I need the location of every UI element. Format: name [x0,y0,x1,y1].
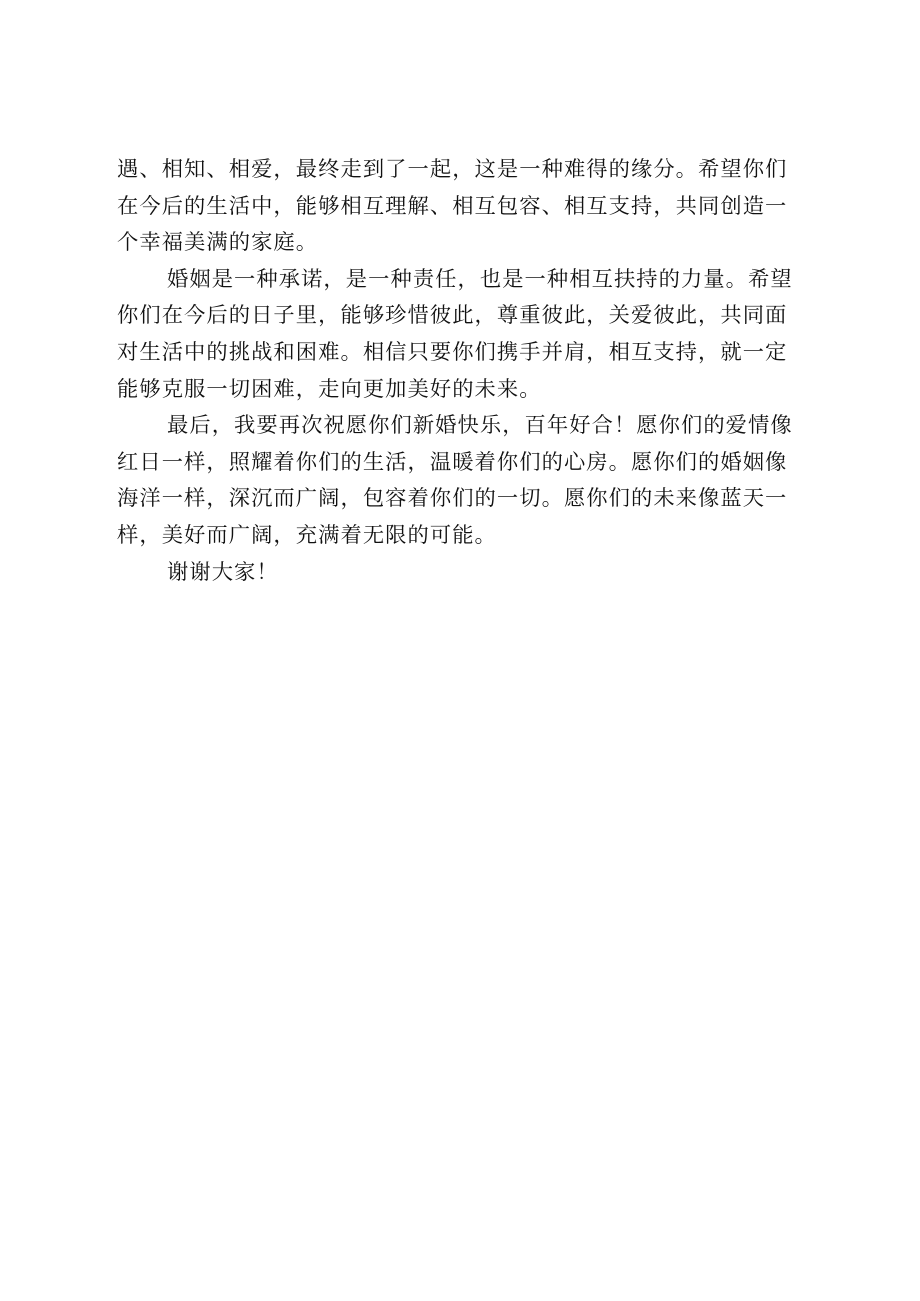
text-line: 个幸福美满的家庭。 [117,230,319,256]
document-body [117,152,815,591]
text-line: 你们在今后的日子里，能够珍惜彼此，尊重彼此，关爱彼此，共同面 [117,303,788,329]
paragraph-2 [117,262,815,408]
text-line: 婚姻是一种承诺，是一种责任，也是一种相互扶持的力量。希望 [167,266,793,292]
text-line: 谢谢大家！ [167,559,279,585]
paragraph-3 [117,408,815,554]
text-line: 海洋一样，深沉而广阔，包容着你们的一切。愿你们的未来像蓝天一 [117,486,788,512]
text-line: 最后，我要再次祝愿你们新婚快乐，百年好合！愿你们的爱情像 [167,413,793,439]
text-line: 在今后的生活中，能够相互理解、相互包容、相互支持，共同创造一 [117,193,788,219]
text-line: 样，美好而广阔，充满着无限的可能。 [117,522,497,548]
text-line: 红日一样，照耀着你们的生活，温暖着你们的心房。愿你们的婚姻像 [117,449,788,475]
text-line: 遇、相知、相爱，最终走到了一起，这是一种难得的缘分。希望你们 [117,157,788,182]
text-line: 对生活中的挑战和困难。相信只要你们携手并肩，相互支持，就一定 [117,339,788,365]
paragraph-1 [117,152,815,262]
text-line: 能够克服一切困难，走向更加美好的未来。 [117,376,542,402]
paragraph-4 [117,555,815,592]
